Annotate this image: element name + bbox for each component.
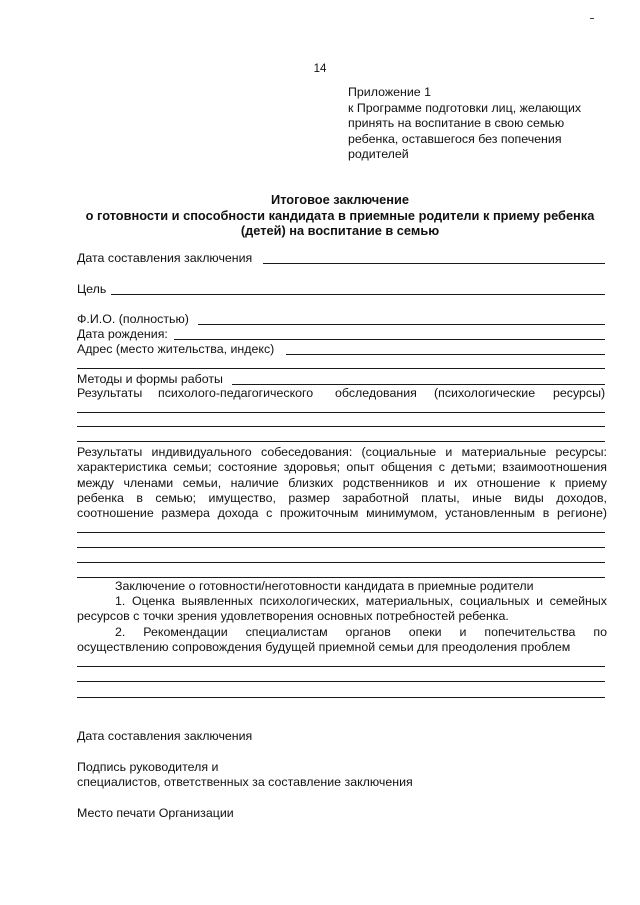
- interview-line: характеристика семьи; состояние здоровья; опыт общения с детьми; взаимоотношения: [77, 460, 607, 474]
- psych-results-word: (психологические: [434, 386, 536, 400]
- blank-line[interactable]: [77, 532, 605, 533]
- field-label-fio: Ф.И.О. (полностью): [77, 312, 189, 326]
- field-line-birth[interactable]: [174, 339, 605, 340]
- conclusion-heading: Заключение о готовности/неготовности кандидата в приемные родители: [115, 579, 534, 593]
- interview-line: Результаты индивидуального собеседования: (социальные и материальные ресурсы:: [77, 445, 607, 459]
- footer-signature-cont: специалистов, ответственных за составление заключения: [77, 775, 413, 789]
- field-label-address: Адрес (место жительства, индекс): [77, 342, 275, 356]
- page-number: 14: [313, 63, 327, 75]
- footer-signature: Подпись руководителя и: [77, 760, 219, 774]
- interview-line: между членами семьи, наличие близких родственников и их отношение к приему: [77, 476, 607, 490]
- document-title: [40, 192, 640, 239]
- interview-line: ребенка в семью; имущество, размер заработной платы, иные виды доходов,: [77, 491, 607, 505]
- title-line: о готовности и способности кандидата в приемные родители к приему ребенка: [85, 207, 595, 223]
- field-label-birth: Дата рождения:: [77, 327, 168, 341]
- blank-line[interactable]: [77, 412, 605, 413]
- blank-line[interactable]: [77, 547, 605, 548]
- conclusion-item-2-cont: осуществлению сопровождения будущей приемной семьи для преодоления проблем: [77, 640, 571, 654]
- field-line-fio[interactable]: [198, 324, 605, 325]
- appendix-line: принять на воспитание в свою семью: [348, 116, 565, 131]
- blank-line[interactable]: [77, 681, 605, 682]
- title-line: (детей) на воспитание в семью: [240, 223, 440, 239]
- appendix-line: Приложение 1: [348, 85, 432, 99]
- blank-line[interactable]: [77, 577, 605, 578]
- psych-results-word: психолого-педагогического: [158, 386, 314, 400]
- conclusion-item-1-cont: ресурсов с точки зрения удовлетворения основных потребностей ребенка.: [77, 609, 509, 623]
- interview-line: соотношение размера дохода с прожиточным минимумом, установленным в регионе): [77, 506, 607, 520]
- blank-line[interactable]: [77, 666, 605, 667]
- appendix-line: ребенка, оставшегося без попечения: [348, 131, 562, 146]
- blank-line[interactable]: [77, 368, 605, 369]
- field-line-date[interactable]: [263, 263, 605, 264]
- field-label-methods: Методы и формы работы: [77, 372, 223, 386]
- conclusion-item-1: 1. Оценка выявленных психологических, материальных, социальных и семейных: [115, 594, 607, 608]
- footer-date: Дата составления заключения: [77, 729, 253, 743]
- blank-line[interactable]: [77, 441, 605, 442]
- appendix-line: родителей: [348, 147, 409, 162]
- psych-results-word: ресурсы): [553, 386, 606, 400]
- field-label-date: Дата составления заключения: [77, 251, 253, 265]
- field-line-goal[interactable]: [111, 294, 605, 295]
- conclusion-item-2: 2. Рекомендации специалистам органов опеки и попечительства по: [115, 625, 607, 639]
- field-line-methods[interactable]: [232, 384, 605, 385]
- appendix-reference: [348, 85, 581, 163]
- field-label-goal: Цель: [77, 282, 107, 296]
- title-line: Итоговое заключение: [271, 192, 409, 207]
- footer-stamp: Место печати Организации: [77, 806, 234, 820]
- blank-line[interactable]: [77, 562, 605, 563]
- scan-mark: [590, 18, 594, 19]
- blank-line[interactable]: [77, 697, 605, 698]
- field-line-address[interactable]: [286, 354, 605, 355]
- psych-results-word: обследования: [335, 386, 417, 400]
- psych-results-word: Результаты: [77, 386, 143, 400]
- appendix-line: к Программе подготовки лиц, желающих: [348, 100, 582, 115]
- blank-line[interactable]: [77, 426, 605, 427]
